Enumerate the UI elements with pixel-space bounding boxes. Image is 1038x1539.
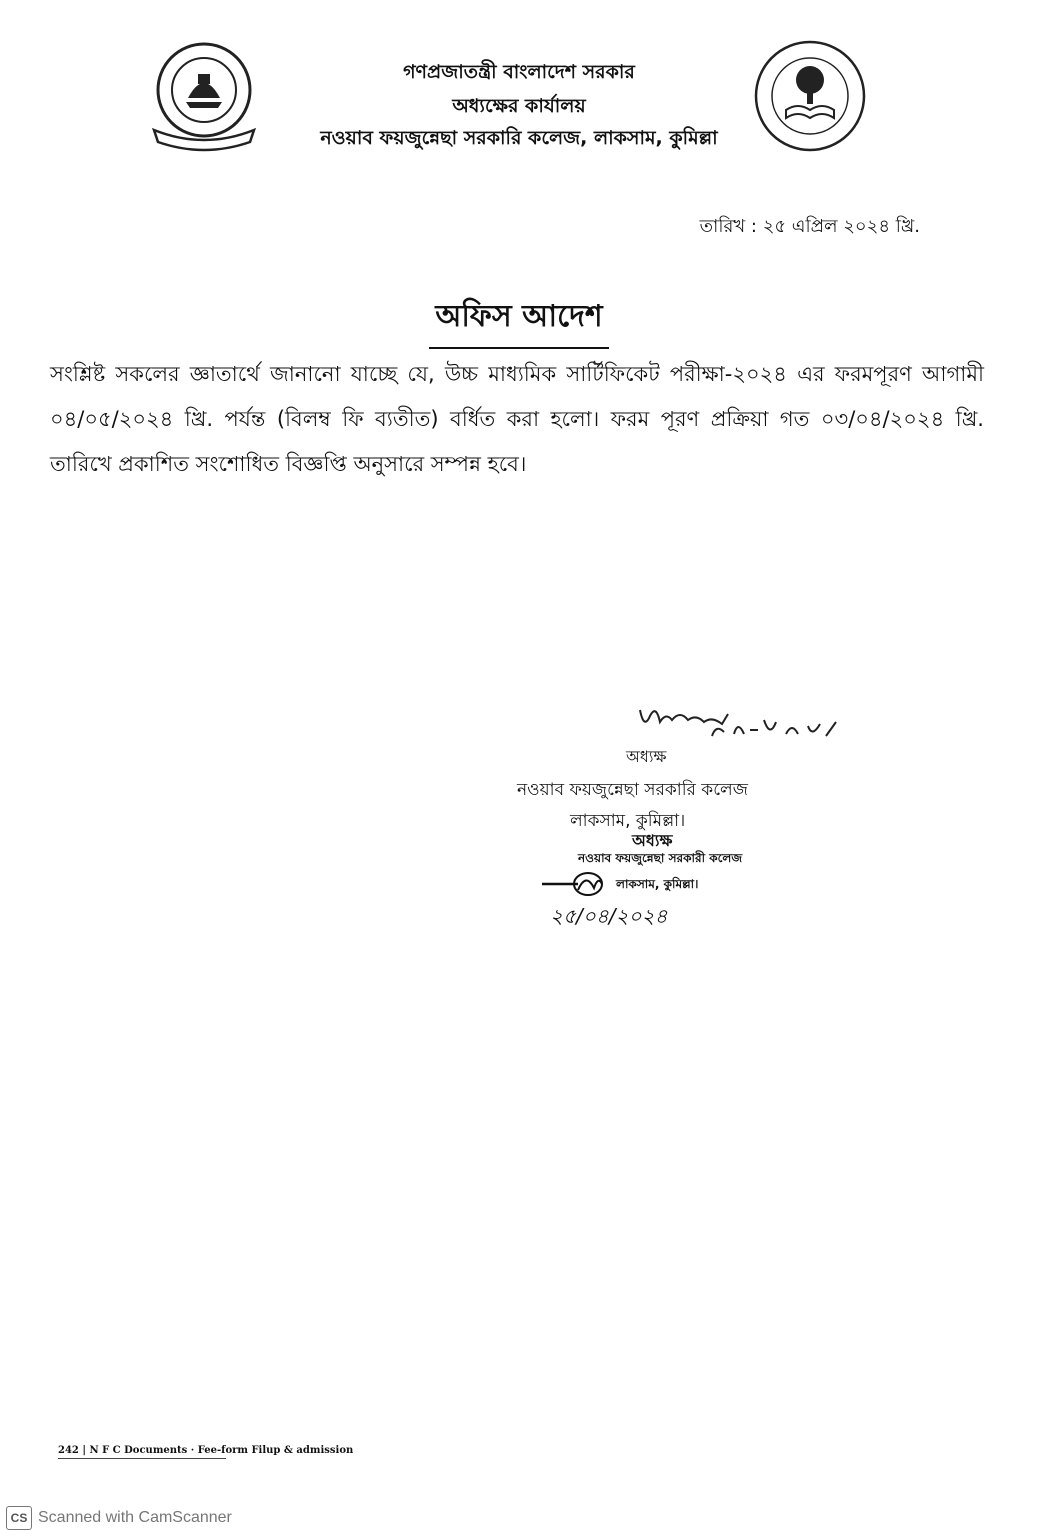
document-title: অফিস আদেশ <box>429 292 608 349</box>
mujib-education-emblem-icon <box>750 36 870 156</box>
signatory-place: লাকসাম, কুমিল্লা। <box>570 811 686 831</box>
handwritten-date: ২৫/০৪/২০২৪ <box>550 904 668 928</box>
footer-note: 242 | N F C Documents · Fee-form Filup & admission <box>58 1445 354 1456</box>
signatory-title: অধ্যক্ষ <box>626 747 667 766</box>
camscanner-watermark <box>6 1506 232 1530</box>
notice-body: সংশ্লিষ্ট সকলের জ্ঞাতার্থে জানানো যাচ্ছে যে, উচ্চ মাধ্যমিক সার্টিফিকেট পরীক্ষা-২০২৪ এর ফরমপূরণ আগামী ০৪/০৫/২০২৪ খ্রি. পর্যন্ত (বিলম্ব ফি ব্যতীত) বর্ধিত করা হলো। ফরম পূরণ প্রক্রিয়া গত ০৩/০৪/২০২৪ খ্রি. তারিখে প্রকাশিত সংশোধিত বিজ্ঞপ্তি অনুসারে সম্পন্ন হবে। <box>50 362 984 476</box>
issue-date: তারিখ : ২৫ এপ্রিল ২০২৪ খ্রি. <box>699 216 920 237</box>
header-college-line: নওয়াব ফয়জুন্নেছা সরকারি কলেজ, লাকসাম, কুমিল্লা <box>320 127 718 149</box>
stamp-title: অধ্যক্ষ <box>632 831 673 850</box>
title-wrapper <box>0 292 1038 349</box>
stamp-place: লাকসাম, কুমিল্লা। <box>616 877 699 891</box>
header-office-line: অধ্যক্ষের কার্যালয় <box>452 95 586 117</box>
footer-rule <box>58 1458 226 1459</box>
camscanner-logo-icon: CS <box>6 1506 32 1530</box>
camscanner-text: Scanned with CamScanner <box>38 1509 232 1526</box>
header-government-line: গণপ্রজাতন্ত্রী বাংলাদেশ সরকার <box>403 61 635 83</box>
signatory-college: নওয়াব ফয়জুন্নেছা সরকারি কলেজ <box>517 780 748 800</box>
stamp-college: নওয়াব ফয়জুন্নেছা সরকারী কলেজ <box>578 851 743 865</box>
handwritten-signature-icon <box>636 700 846 742</box>
